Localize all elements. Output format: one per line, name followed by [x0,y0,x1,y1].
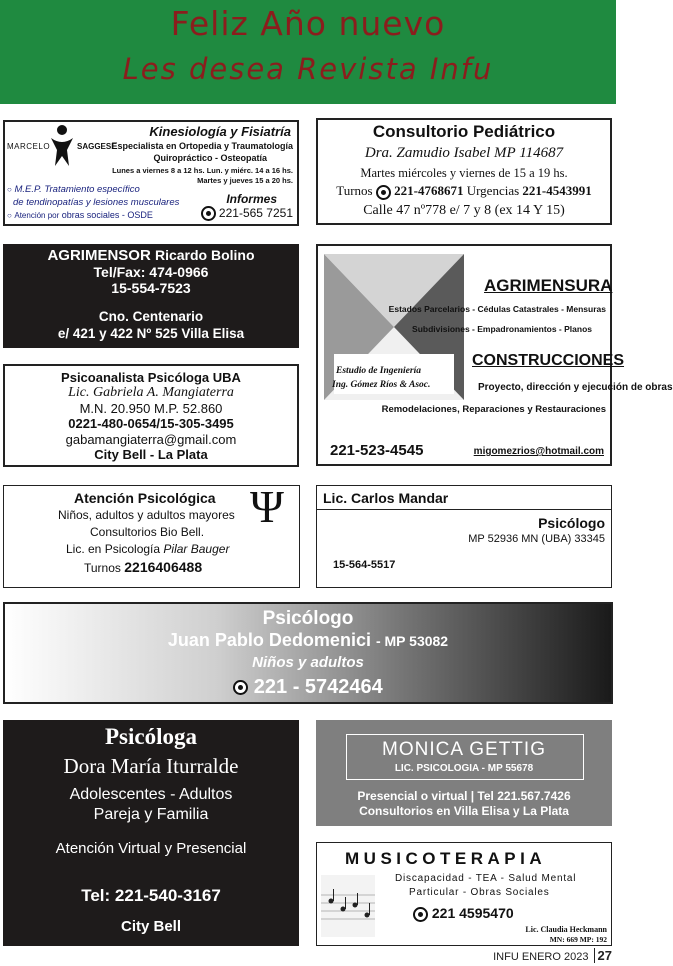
whatsapp-icon [376,185,391,200]
ad-estudio-ingenieria [316,244,673,466]
pedia-address: Calle 47 nº778 e/ 7 y 8 (ex 14 Y 15) [363,203,565,218]
musi-mat: MN: 669 MP: 192 [549,935,607,944]
kine-subtitle: Especialista en Ortopedia y Traumatología [111,141,293,151]
baug-line-2: Consultorios Bio Bell. [90,525,205,539]
ad-consultorio-pediatrico [316,118,612,225]
whatsapp-icon [233,680,248,695]
ad-kinesiologia [3,120,299,226]
gettig-sub: LIC. PSICOLOGIA - MP 55678 [394,763,534,774]
music-notes-icon [321,875,375,937]
baug-turnos: Turnos 2216406488 [84,559,203,575]
kine-mep-1: ○ M.E.P. Tratamiento específico [7,184,140,195]
musi-title: MUSICOTERAPIA [345,849,547,868]
inge-agrimensura: AGRIMENSURA [484,276,613,295]
baug-line-3: Lic. en Psicología Pilar Bauger [66,542,230,556]
ad-psicologo-dedomenici [3,602,613,704]
agri-cel: 15-554-7523 [111,280,191,296]
mang-mat: M.N. 20.950 M.P. 52.860 [79,401,223,416]
banner-line-1: Feliz Año nuevo [170,4,446,43]
ad-agrimensor [3,244,299,348]
mand-name: Lic. Carlos Mandar [323,490,449,506]
mand-title: Psicólogo [538,515,605,531]
inge-con-items-2: Remodelaciones, Reparaciones y Restauraciones [381,404,606,415]
musi-lic: Lic. Claudia Heckmann [525,925,607,934]
mang-title: Psicoanalista Psicóloga UBA [61,370,241,385]
inge-studio-2: Ing. Gómez Ríos & Asoc. [332,380,431,390]
inge-studio-1: Estudio de Ingeniería [336,366,421,376]
page-number: 27 [594,948,612,963]
inge-construcciones: CONSTRUCCIONES [472,352,625,369]
pedia-doctor: Dra. Zamudio Isabel MP 114687 [364,145,564,161]
baug-line-1: Niños, adultos y adultos mayores [58,508,235,522]
musi-line-1: Discapacidad - TEA - Salud Mental [395,873,577,884]
agri-addr-2: e/ 421 y 422 Nº 525 Villa Elisa [57,326,245,341]
page-footer [493,948,612,963]
mang-email: gabamangiaterra@gmail.com [65,432,237,447]
mang-place: City Bell - La Plata [94,447,208,462]
itur-line-3: Atención Virtual y Presencial [55,840,247,857]
inge-con-items-1: Proyecto, dirección y ejecución de obras [478,382,673,393]
ad-monica-gettig [316,720,612,826]
logo-name-right: SAGGESE [77,142,117,151]
mand-mat: MP 52936 MN (UBA) 33345 [468,533,605,545]
dedo-title: Psicólogo [262,608,354,629]
inge-agr-items-2: Subdivisiones - Empadronamientos - Planos [412,324,592,334]
inge-phone: 221-523-4545 [330,442,424,459]
ad-psicoanalista-mangiaterra [3,364,299,467]
ad-psicologa-iturralde [3,720,299,946]
mand-divider [317,509,611,510]
itur-tel: Tel: 221-540-3167 [81,886,221,905]
kine-obras: ○ Atención por obras sociales - OSDE [7,210,153,220]
whatsapp-icon [413,907,428,922]
itur-place: City Bell [120,918,181,935]
kine-sub2: Quiropráctico - Osteopatía [153,153,267,163]
musi-line-2: Particular - Obras Sociales [409,887,550,898]
ad-musicoterapia [316,842,612,946]
pedia-title: Consultorio Pediátrico [372,122,556,141]
kine-hours-1: Lunes a viernes 8 a 12 hs. Lun. y miérc. 14 a 16 hs. [112,166,293,175]
gettig-line-2: Consultorios en Villa Elisa y La Plata [359,804,569,818]
gettig-line-1: Presencial o virtual | Tel 221.567.7426 [357,789,571,803]
inge-email: migomezrios@hotmail.com [473,446,604,457]
ad-lic-carlos-mandar [316,485,612,588]
kine-phone: 221-565 7251 [201,206,293,221]
kine-informes: Informes [226,192,277,206]
dedo-name: Juan Pablo Dedomenici - MP 53082 [167,630,449,650]
mang-phones: 0221-480-0654/15-305-3495 [68,416,234,431]
issue-label: INFU ENERO 2023 [493,951,589,963]
agri-title: AGRIMENSOR Ricardo Bolino [47,247,255,264]
mand-phone: 15-564-5517 [333,559,396,571]
figure-logo-icon [47,124,77,168]
baug-title: Atención Psicológica [74,490,216,506]
psi-symbol-icon: Ψ [250,481,284,532]
inge-agr-items-1: Estados Parcelarios - Cédulas Catastrales - Mensuras [388,304,606,314]
musi-phone: 221 4595470 [413,905,514,922]
mang-name: Lic. Gabriela A. Mangiaterra [68,385,234,400]
ad-atencion-psicologica [3,481,300,588]
dedo-phone: 221 - 5742464 [5,676,611,699]
agri-tel: Tel/Fax: 474-0966 [93,264,209,280]
agri-addr-1: Cno. Centenario [98,309,204,324]
itur-title: Psicóloga [105,724,197,749]
new-year-banner [0,0,616,104]
pedia-phones: Turnos 221-4768671 Urgencias 221-4543991 [336,183,592,198]
logo-name-left: MARCELO [7,142,51,151]
whatsapp-icon [201,206,216,221]
banner-line-2: Les desea Revista Infu [122,52,494,86]
kine-hours-2: Martes y jueves 15 a 20 hs. [197,176,293,185]
dedo-sub: Niños y adultos [252,654,364,671]
itur-line-2: Pareja y Familia [93,806,209,823]
gettig-name: MONICA GETTIG [382,739,546,760]
itur-line-1: Adolescentes - Adultos [69,786,233,803]
kine-title: Kinesiología y Fisiatría [149,124,291,139]
itur-name: Dora María Iturralde [63,754,239,778]
kine-mep-2: de tendinopatías y lesiones musculares [13,197,180,208]
pedia-days: Martes miércoles y viernes de 15 a 19 hs. [360,166,568,180]
